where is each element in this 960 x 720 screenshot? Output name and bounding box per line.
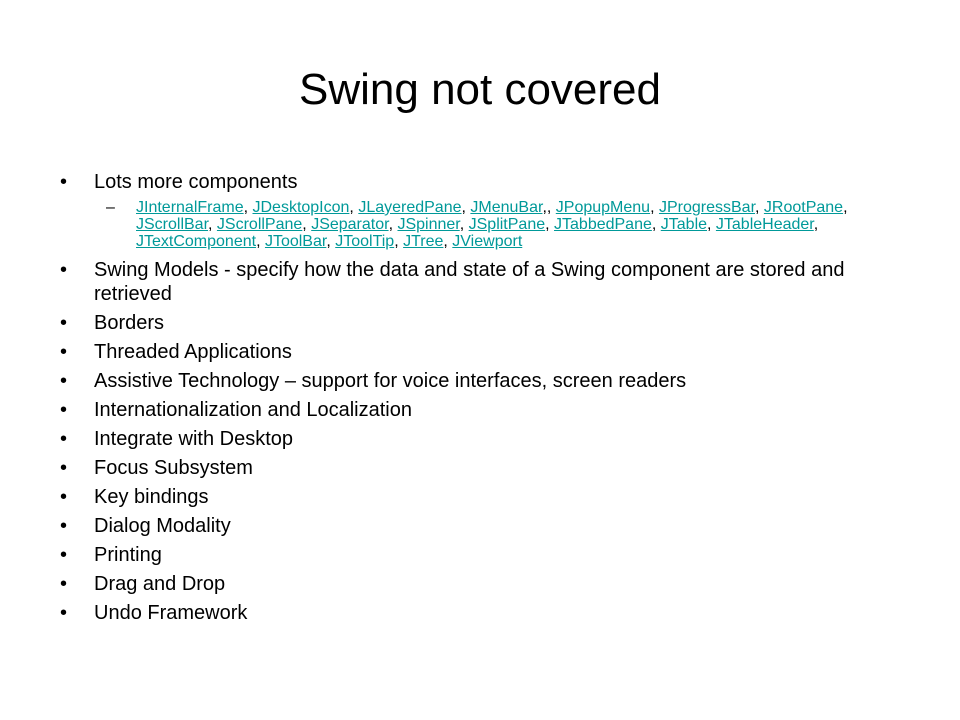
bullet-text: Dialog Modality — [94, 515, 231, 537]
component-links — [136, 199, 920, 250]
bullet-marker: • — [60, 171, 68, 193]
component-link[interactable]: JTextComponent — [136, 233, 257, 250]
component-link[interactable]: JSeparator — [311, 216, 389, 233]
bullet-marker: • — [60, 312, 68, 334]
link-separator: , — [459, 216, 469, 233]
bullet-marker: • — [60, 486, 68, 508]
link-separator: , — [843, 199, 848, 216]
bullet-text: Threaded Applications — [94, 341, 292, 363]
link-separator: , — [650, 199, 659, 216]
bullet-marker: • — [60, 573, 68, 595]
component-link[interactable]: JTabbedPane — [554, 216, 652, 233]
component-link[interactable]: JProgressBar — [658, 199, 756, 216]
bullet-text: Lots more components — [94, 171, 298, 193]
bullet-marker: • — [60, 457, 68, 479]
link-separator: , — [443, 233, 453, 250]
sub-bullet-item — [106, 199, 920, 250]
component-link[interactable]: JToolTip — [335, 233, 395, 250]
bullet-item — [60, 340, 920, 364]
component-link[interactable]: JSpinner — [397, 216, 460, 233]
bullet-item — [60, 258, 920, 306]
bullet-items — [60, 258, 920, 625]
bullet-marker: • — [60, 602, 68, 624]
component-link[interactable]: JPopupMenu — [555, 199, 651, 216]
bullet-item — [60, 398, 920, 422]
bullet-item — [60, 456, 920, 480]
bullet-marker: • — [60, 399, 68, 421]
link-separator: , — [326, 233, 336, 250]
component-link[interactable]: JSplitPane — [468, 216, 546, 233]
component-link[interactable]: JViewport — [452, 233, 523, 250]
component-link[interactable]: JTable — [660, 216, 708, 233]
bullet-item — [60, 427, 920, 451]
component-link[interactable]: JMenuBar — [470, 199, 543, 216]
link-separator: , — [349, 199, 359, 216]
bullet-text: Assistive Technology – support for voice interfaces, screen readers — [94, 370, 687, 392]
link-separator: ,, — [542, 199, 556, 216]
bullet-item — [60, 485, 920, 509]
link-separator: , — [208, 216, 217, 233]
link-separator: , — [755, 199, 764, 216]
bullet-text: Integrate with Desktop — [94, 428, 293, 450]
bullet-text: Internationalization and Localization — [94, 399, 412, 421]
bullet-item — [60, 369, 920, 393]
component-link[interactable]: JLayeredPane — [358, 199, 462, 216]
bullet-item — [60, 170, 920, 194]
bullet-item — [60, 543, 920, 567]
bullet-text: Printing — [94, 544, 162, 566]
bullet-item — [60, 601, 920, 625]
bullet-marker: • — [60, 515, 68, 537]
component-link[interactable]: JTree — [403, 233, 444, 250]
bullet-text: Borders — [94, 312, 165, 334]
link-separator: , — [388, 216, 398, 233]
bullet-text: Undo Framework — [94, 602, 248, 624]
bullet-text: Swing Models - specify how the data and state of a Swing component are stored and retrieved — [94, 259, 845, 305]
slide-title: Swing not covered — [299, 65, 661, 114]
link-separator: , — [813, 216, 819, 233]
dash-marker: – — [106, 199, 115, 216]
bullet-item — [60, 514, 920, 538]
link-separator: , — [707, 216, 716, 233]
link-separator: , — [394, 233, 404, 250]
bullet-marker: • — [60, 259, 68, 281]
bullet-marker: • — [60, 341, 68, 363]
link-separator: , — [256, 233, 265, 250]
bullet-marker: • — [60, 544, 68, 566]
link-separator: , — [243, 199, 253, 216]
component-link[interactable]: JScrollPane — [216, 216, 303, 233]
bullet-item — [60, 572, 920, 596]
bullet-list — [60, 170, 920, 630]
component-link[interactable]: JDesktopIcon — [252, 199, 350, 216]
component-link[interactable]: JRootPane — [763, 199, 844, 216]
bullet-text: Drag and Drop — [94, 573, 226, 595]
component-link[interactable]: JScrollBar — [136, 216, 209, 233]
component-link[interactable]: JToolBar — [264, 233, 327, 250]
bullet-text: Focus Subsystem — [94, 457, 253, 479]
bullet-text: Key bindings — [94, 486, 209, 508]
link-separator: , — [651, 216, 661, 233]
component-link[interactable]: JTableHeader — [715, 216, 814, 233]
link-separator: , — [545, 216, 555, 233]
link-separator: , — [302, 216, 312, 233]
bullet-item — [60, 311, 920, 335]
component-link[interactable]: JInternalFrame — [136, 199, 244, 216]
bullet-marker: • — [60, 428, 68, 450]
bullet-marker: • — [60, 370, 68, 392]
link-separator: , — [461, 199, 471, 216]
